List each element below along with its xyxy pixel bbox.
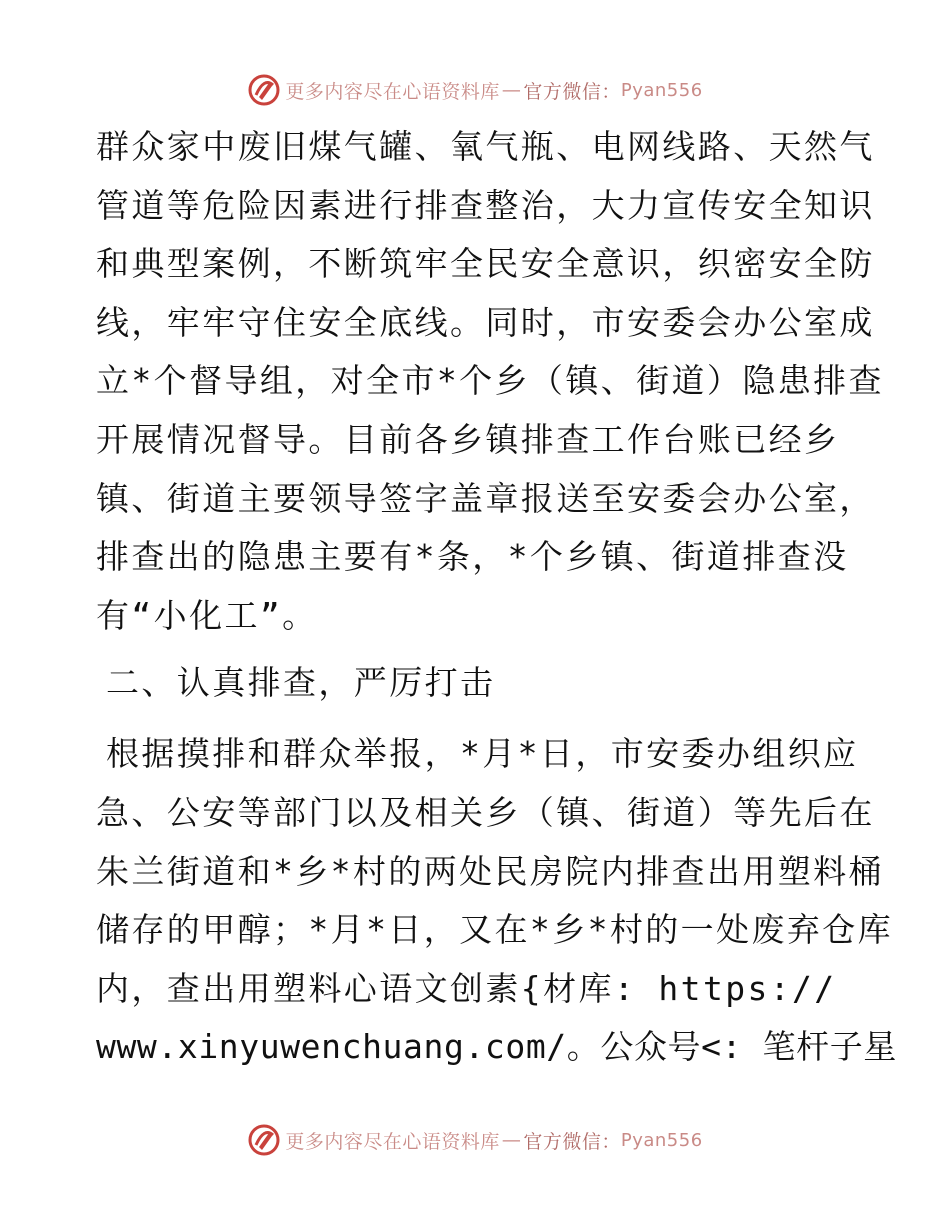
text-line: 管道等危险因素进行排查整治，大力宣传安全知识	[96, 185, 875, 225]
banner-dash: —	[501, 1129, 522, 1151]
text-line: 和典型案例，不断筑牢全民安全意识，织密安全防	[96, 244, 875, 284]
banner-text: 更多内容尽在心语资料库	[285, 1130, 500, 1153]
paragraph-2	[96, 725, 897, 1077]
text-line: 根据摸排和群众举报，*月*日，市安委办组织应	[106, 734, 859, 774]
footer-watermark-banner	[0, 1120, 950, 1160]
text-line: 线，牢牢守住安全底线。同时，市安委会办公室成	[96, 302, 875, 342]
text-line: 排查出的隐患主要有*条，*个乡镇、街道排查没	[96, 537, 849, 577]
text-line: 有“小化工”。	[96, 595, 318, 635]
text-line: 朱兰街道和*乡*村的两处民房院内排查出用塑料桶	[96, 851, 884, 891]
banner-text: 更多内容尽在心语资料库	[285, 80, 500, 103]
text-line: 开展情况督导。目前各乡镇排查工作台账已经乡	[96, 419, 840, 459]
brand-logo-icon	[247, 73, 281, 107]
banner-dash: —	[501, 79, 522, 101]
brand-logo-icon	[247, 1123, 281, 1157]
banner-wechat-label: 官方微信：	[523, 1130, 621, 1153]
text-line: 储存的甲醇；*月*日，又在*乡*村的一处废弃仓库	[96, 910, 894, 950]
banner-wechat-id: Pyan556	[620, 1129, 703, 1151]
text-line: 镇、街道主要领导签字盖章报送至安委会办公室，	[96, 478, 875, 518]
text-line: 群众家中废旧煤气罐、氧气瓶、电网线路、天然气	[96, 127, 875, 166]
paragraph-1	[96, 118, 884, 645]
text-line: 立*个督导组，对全市*个乡（镇、街道）隐患排查	[96, 361, 884, 401]
text-line: 急、公安等部门以及相关乡（镇、街道）等先后在	[96, 792, 875, 832]
text-line: www.xinyuwenchuang.com/。公众号<: 笔杆子星	[96, 1027, 897, 1067]
section-heading: 二、认真排查，严厉打击	[106, 663, 496, 703]
banner-wechat-id: Pyan556	[620, 79, 703, 101]
text-line: 内，查出用塑料心语文创素{材库: https://	[96, 968, 837, 1008]
banner-wechat-label: 官方微信：	[523, 80, 621, 103]
document-body	[96, 118, 897, 1077]
header-watermark-banner	[0, 70, 950, 110]
